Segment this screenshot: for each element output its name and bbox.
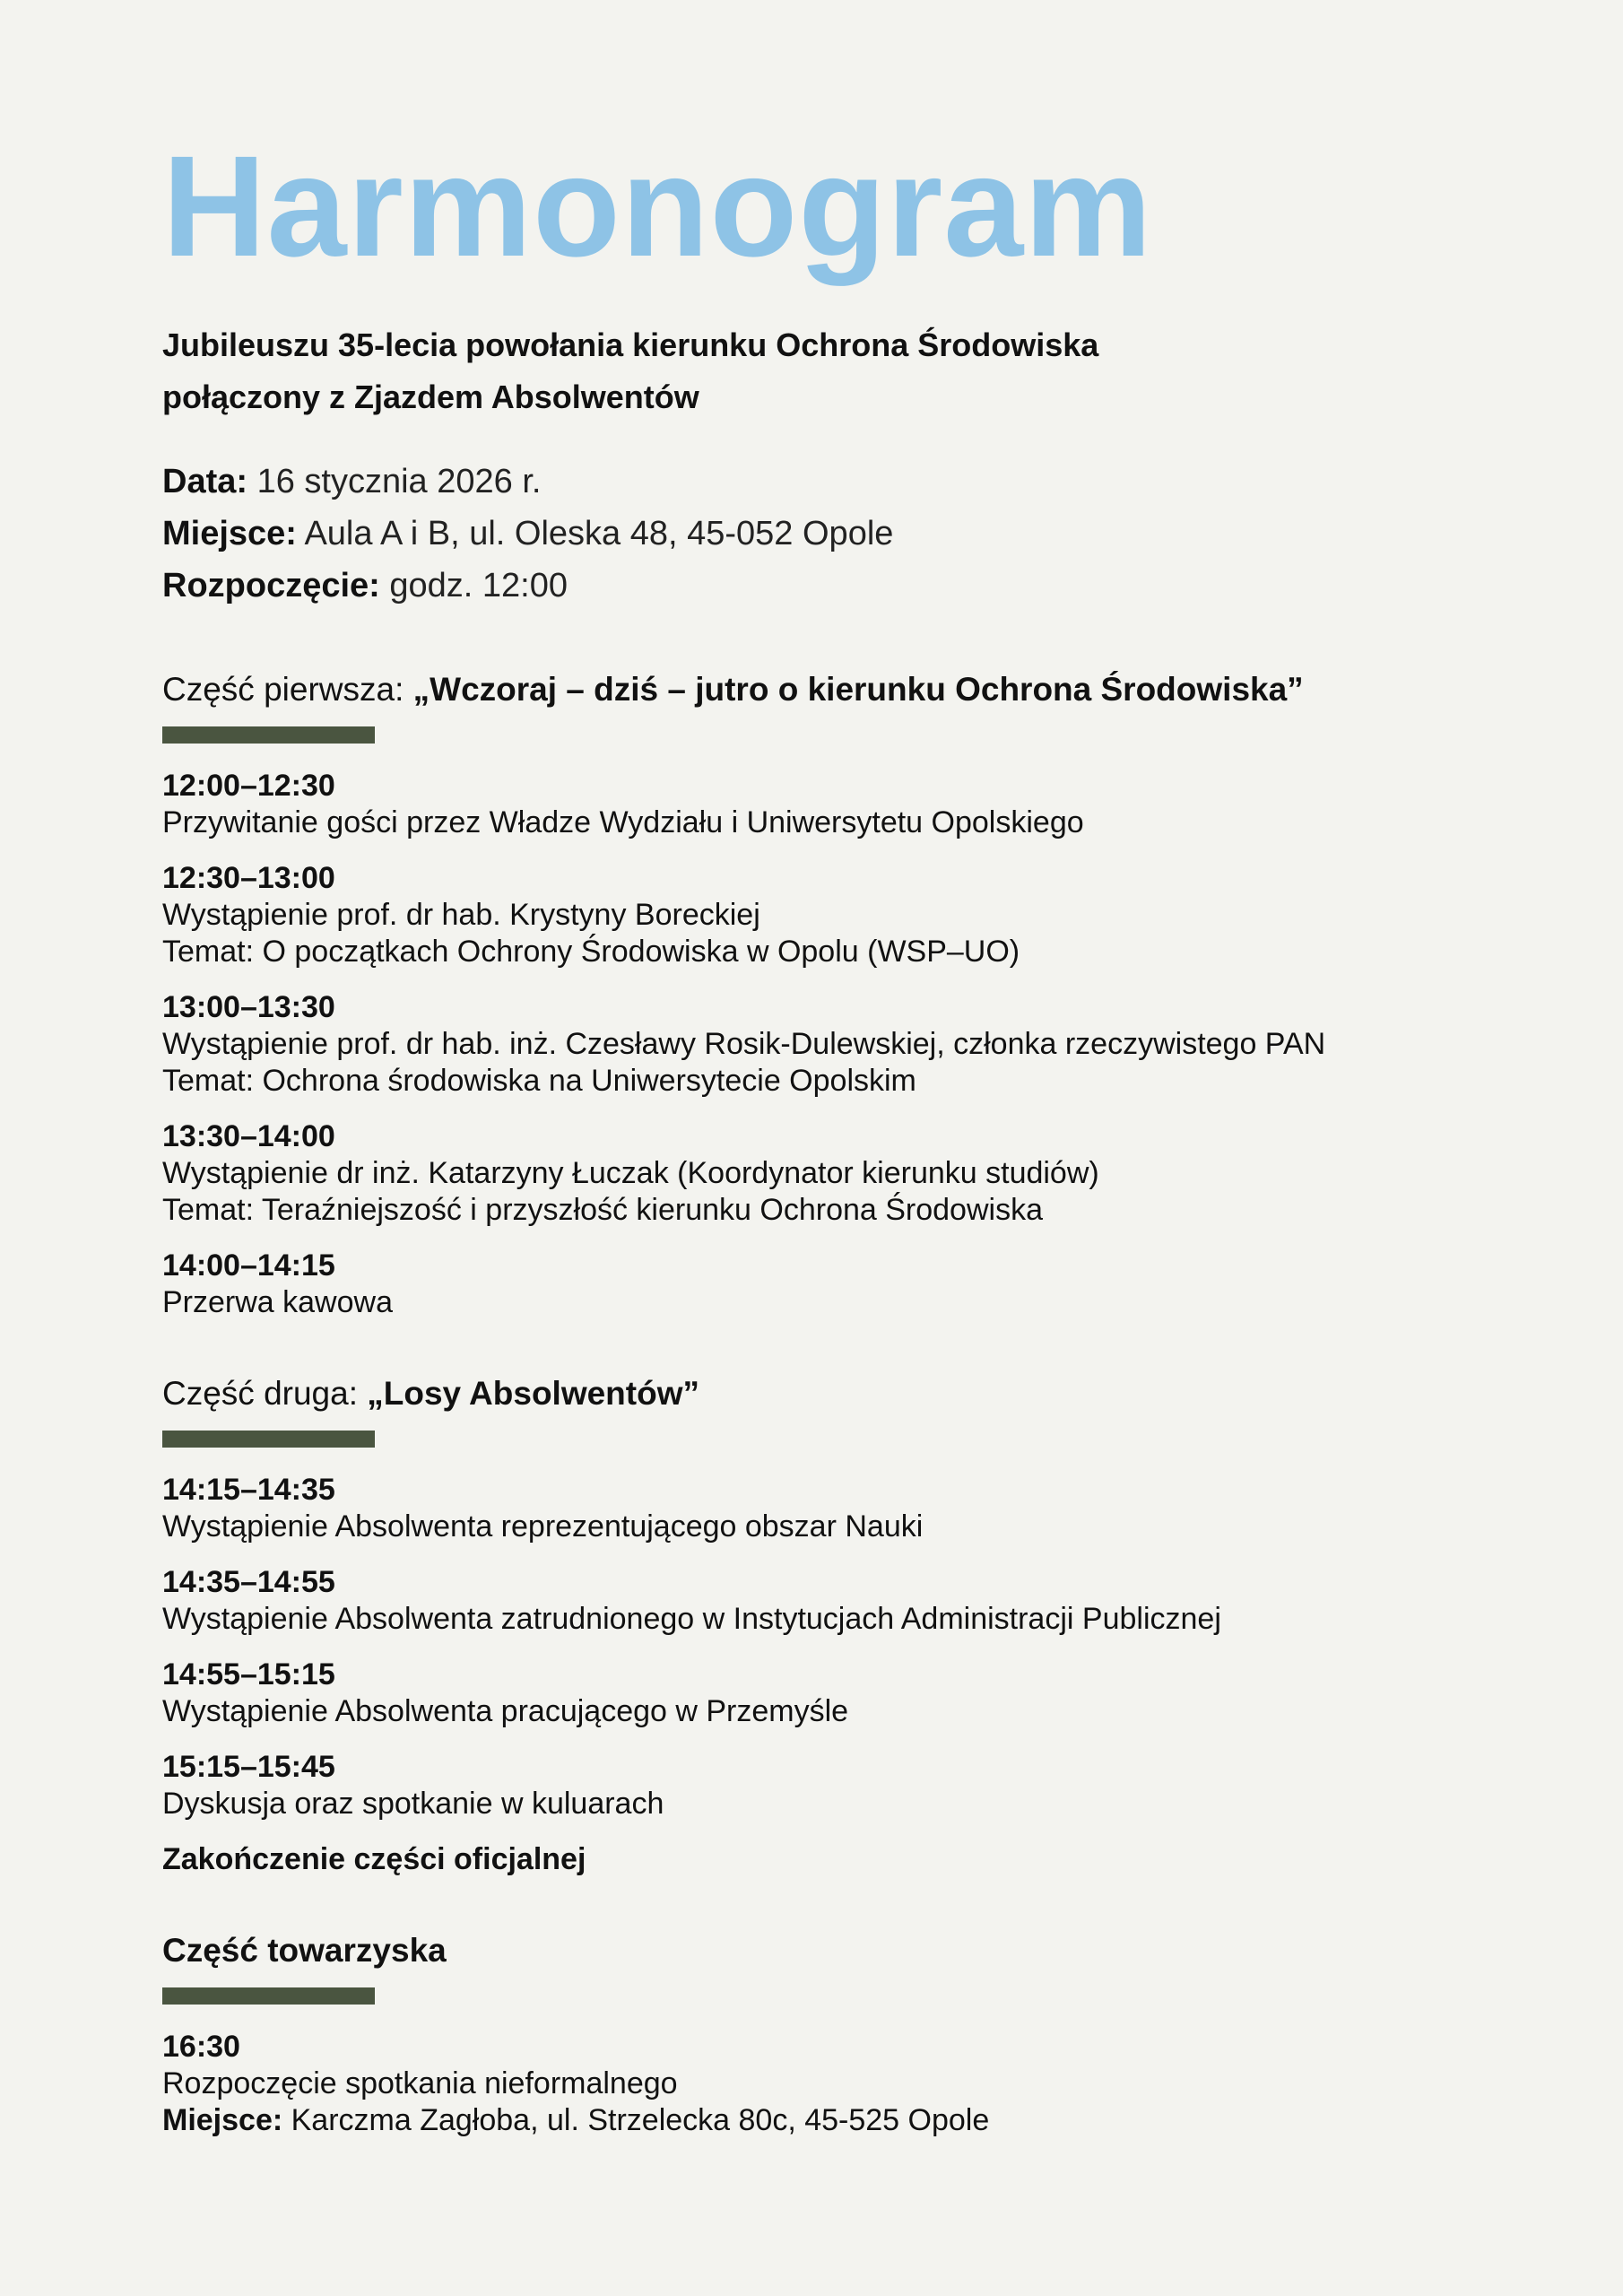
- section-part-one: [162, 667, 1489, 1321]
- section-heading-name: „Wczoraj – dziś – jutro o kierunku Ochrona Środowiska”: [412, 671, 1304, 708]
- section-social: [162, 1928, 1489, 2139]
- section-divider: [162, 1431, 375, 1448]
- section-heading-name: „Losy Absolwentów”: [367, 1375, 699, 1412]
- schedule-item: [162, 1247, 1489, 1321]
- item-time: 14:35–14:55: [162, 1565, 335, 1599]
- schedule-item: [162, 1563, 1489, 1638]
- item-description: Dyskusja oraz spotkanie w kuluarach: [162, 1787, 664, 1821]
- schedule-item: [162, 2028, 1489, 2139]
- meta-place-label: Miejsce:: [162, 515, 297, 552]
- item-topic: Temat: Teraźniejszość i przyszłość kierunku Ochrona Środowiska: [162, 1193, 1043, 1227]
- schedule-item: [162, 1471, 1489, 1545]
- item-description: Wystąpienie Absolwenta pracującego w Przemyśle: [162, 1694, 849, 1728]
- item-time: 16:30: [162, 2030, 240, 2064]
- meta-start-label: Rozpoczęcie:: [162, 567, 380, 604]
- item-description: Przerwa kawowa: [162, 1285, 393, 1319]
- item-time: 14:15–14:35: [162, 1473, 335, 1507]
- schedule-item: [162, 859, 1489, 970]
- schedule-item: [162, 767, 1489, 841]
- section-heading-prefix: Część druga:: [162, 1375, 368, 1412]
- item-time: 14:00–14:15: [162, 1248, 335, 1283]
- event-details: [162, 456, 1489, 612]
- schedule-item: [162, 1656, 1489, 1730]
- meta-start-value: godz. 12:00: [389, 567, 568, 604]
- page-title: Harmonogram: [162, 126, 1153, 286]
- item-time: 12:30–13:00: [162, 861, 335, 895]
- meta-date-value: 16 stycznia 2026 r.: [256, 463, 542, 500]
- item-place: [162, 2102, 1489, 2139]
- section-divider: [162, 1987, 375, 2005]
- item-description: Wystąpienie prof. dr hab. Krystyny Boreckiej: [162, 898, 760, 932]
- section-heading-prefix: Część pierwsza:: [162, 671, 413, 708]
- section-divider: [162, 726, 375, 744]
- meta-date-label: Data:: [162, 463, 248, 500]
- meta-place: [162, 508, 1489, 560]
- item-description: Wystąpienie prof. dr hab. inż. Czesławy Rosik-Dulewskiej, członka rzeczywistego PAN: [162, 1027, 1326, 1061]
- official-closing: Zakończenie części oficjalnej: [162, 1842, 586, 1876]
- section-part-two: [162, 1371, 1489, 1878]
- section-heading: [162, 1371, 1489, 1416]
- item-description: Wystąpienie Absolwenta reprezentującego obszar Nauki: [162, 1509, 924, 1544]
- meta-place-value: Aula A i B, ul. Oleska 48, 45-052 Opole: [304, 515, 894, 552]
- item-time: 12:00–12:30: [162, 769, 335, 803]
- item-description: Wystąpienie dr inż. Katarzyny Łuczak (Koordynator kierunku studiów): [162, 1156, 1099, 1190]
- meta-start: [162, 560, 1489, 612]
- schedule-item: [162, 988, 1489, 1100]
- item-place-value: Karczma Zagłoba, ul. Strzelecka 80c, 45-525 Opole: [282, 2103, 990, 2137]
- item-description: Przywitanie gości przez Władze Wydziału i Uniwersytetu Opolskiego: [162, 805, 1084, 839]
- item-time: 13:00–13:30: [162, 990, 335, 1024]
- section-heading: [162, 667, 1489, 712]
- section-heading: Część towarzyska: [162, 1932, 447, 1969]
- meta-date: [162, 456, 1489, 508]
- schedule-item: [162, 1118, 1489, 1229]
- item-place-label: Miejsce:: [162, 2103, 283, 2137]
- schedule-page: [162, 0, 1489, 2157]
- item-time: 15:15–15:45: [162, 1750, 335, 1784]
- subtitle-line-1: Jubileuszu 35-lecia powołania kierunku Ochrona Środowiska: [162, 326, 1099, 363]
- event-subtitle: [162, 319, 1489, 423]
- item-topic: Temat: O początkach Ochrony Środowiska w Opolu (WSP–UO): [162, 935, 1020, 969]
- item-topic: Temat: Ochrona środowiska na Uniwersytecie Opolskim: [162, 1064, 916, 1098]
- schedule-item: [162, 1748, 1489, 1822]
- item-time: 14:55–15:15: [162, 1657, 335, 1692]
- subtitle-line-2: połączony z Zjazdem Absolwentów: [162, 378, 699, 415]
- item-description: Wystąpienie Absolwenta zatrudnionego w Instytucjach Administracji Publicznej: [162, 1602, 1221, 1636]
- item-description: Rozpoczęcie spotkania nieformalnego: [162, 2066, 678, 2100]
- item-time: 13:30–14:00: [162, 1119, 335, 1153]
